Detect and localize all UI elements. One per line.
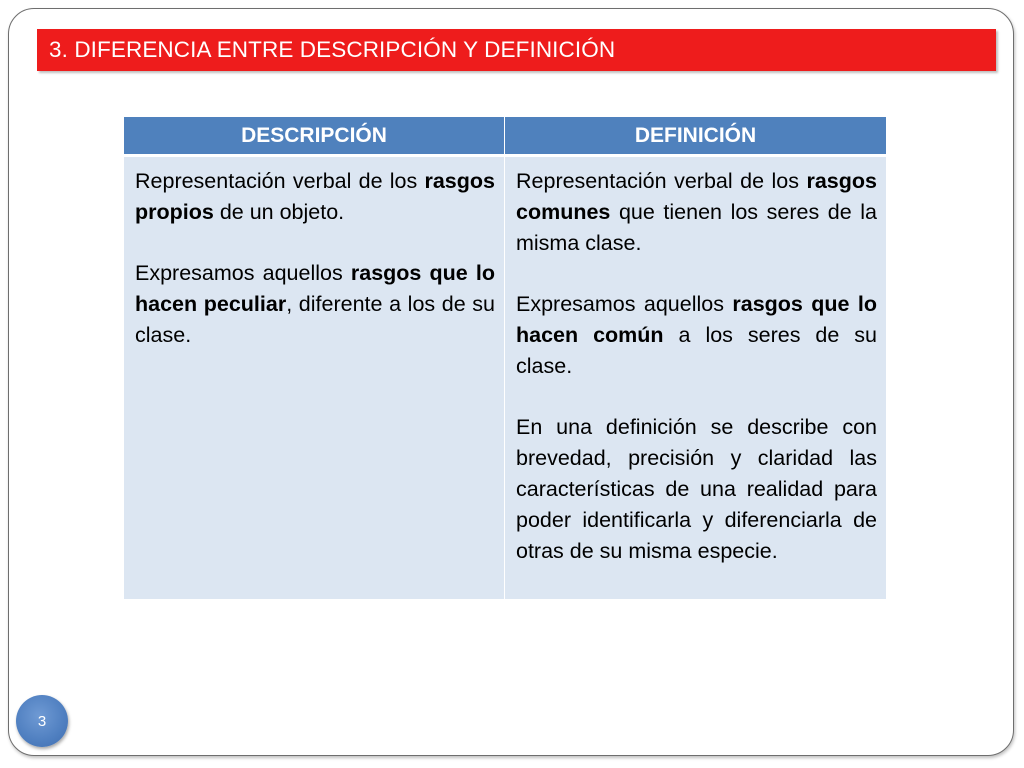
- slide-title: 3. DIFERENCIA ENTRE DESCRIPCIÓN Y DEFINICIÓN: [49, 37, 616, 62]
- cell-descripcion: [124, 157, 505, 599]
- definicion-paragraph: [516, 289, 877, 381]
- bold-text: rasgos que lo hacen peculiar: [135, 261, 495, 317]
- paragraph-text: , diferente a los de su clase.: [135, 292, 495, 347]
- paragraph-text: que tienen los seres de la misma clase.: [516, 199, 877, 255]
- paragraph-text: Representación verbal de los: [135, 169, 425, 193]
- bold-text: rasgos que lo hacen común: [516, 292, 877, 347]
- title-bar: [37, 29, 996, 71]
- paragraph-text: de un objeto.: [213, 199, 345, 224]
- cell-definicion: [505, 157, 886, 599]
- paragraph-text: En una definición se describe con brevedad, precisión y claridad las características de una realidad para poder identificarla y diferenciarla de otras de su misma especie.: [516, 415, 877, 563]
- page-number-badge: [16, 695, 68, 747]
- paragraph-text: Representación verbal de los: [516, 169, 807, 193]
- descripcion-paragraph: [135, 166, 495, 228]
- table-body-row: [124, 157, 886, 599]
- comparison-table: [124, 117, 886, 599]
- definicion-paragraph: [516, 166, 877, 258]
- page-number: 3: [37, 712, 47, 730]
- paragraph-text: Expresamos aquellos: [135, 261, 351, 286]
- paragraph-text: Expresamos aquellos: [516, 292, 733, 317]
- definicion-paragraph: [516, 412, 877, 566]
- header-descripcion: DESCRIPCIÓN: [124, 117, 505, 157]
- table-header-row: [124, 117, 886, 157]
- paragraph-text: a los seres de su clase.: [516, 322, 877, 378]
- bold-text: rasgos comunes: [516, 169, 877, 224]
- descripcion-paragraph: [135, 258, 495, 350]
- bold-text: rasgos propios: [135, 169, 495, 224]
- header-definicion: DEFINICIÓN: [505, 117, 886, 157]
